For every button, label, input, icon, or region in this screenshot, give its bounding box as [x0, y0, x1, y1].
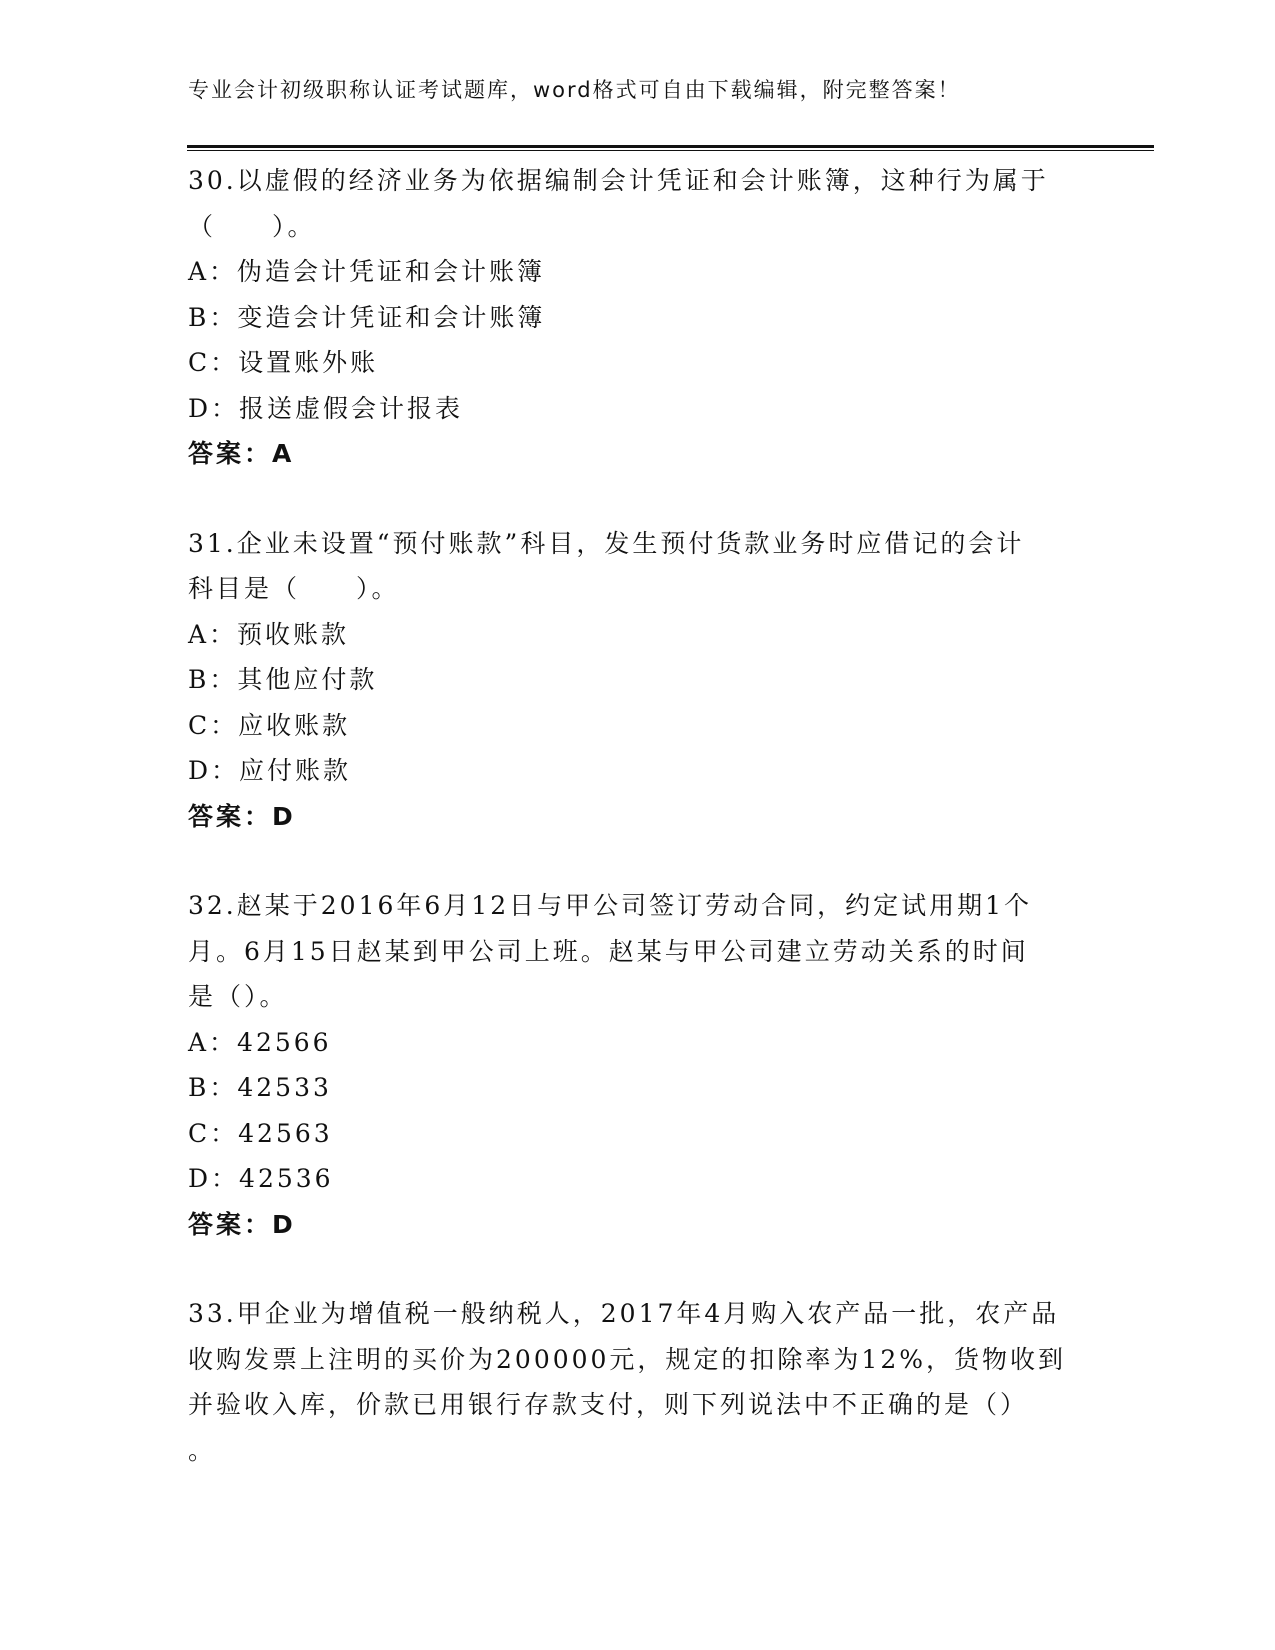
question-stem-line: 并验收入库，价款已用银行存款支付，则下列说法中不正确的是（） — [188, 1390, 1029, 1419]
question-stem-line: 科目是（ ）。 — [188, 574, 400, 603]
question-stem-line: 。 — [188, 1435, 217, 1465]
option-c: C：设置账外账 — [188, 348, 379, 377]
question-stem-line: （ ）。 — [188, 211, 316, 241]
question-gap — [188, 839, 1088, 883]
option-a: A：预收账款 — [188, 619, 350, 649]
question-33 — [188, 1291, 1088, 1473]
question-30 — [188, 158, 1088, 477]
answer-line: 答案：D — [188, 801, 296, 831]
question-stem-line: 32.赵某于2016年6月12日与甲公司签订劳动合同，约定试用期1个 — [188, 891, 1033, 920]
question-stem-line: 收购发票上注明的买价为200000元，规定的扣除率为12%，货物收到 — [188, 1344, 1067, 1374]
question-list — [188, 158, 1088, 1473]
option-b: B：42533 — [188, 1073, 332, 1102]
question-stem-line: 33.甲企业为增值税一般纳税人，2017年4月购入农产品一批，农产品 — [188, 1299, 1060, 1328]
question-gap — [188, 1247, 1088, 1291]
answer-line: 答案：D — [188, 1209, 296, 1239]
option-d: D：42536 — [188, 1164, 334, 1193]
question-stem-line: 是（）。 — [188, 982, 288, 1011]
option-c: C：42563 — [188, 1118, 333, 1148]
option-d: D：报送虚假会计报表 — [188, 393, 464, 423]
option-b: B：变造会计凭证和会计账簿 — [188, 302, 546, 332]
question-stem-line: 月。6月15日赵某到甲公司上班。赵某与甲公司建立劳动关系的时间 — [188, 936, 1029, 966]
page-header: 专业会计初级职称认证考试题库，word格式可自由下载编辑，附完整答案！ — [188, 78, 961, 102]
question-stem-line: 30.以虚假的经济业务为依据编制会计凭证和会计账簿，这种行为属于 — [188, 166, 1049, 195]
question-gap — [188, 477, 1088, 521]
question-stem-line: 31.企业未设置“预付账款”科目，发生预付货款业务时应借记的会计 — [188, 528, 1025, 558]
option-c: C：应收账款 — [188, 710, 351, 740]
option-a: A：伪造会计凭证和会计账簿 — [188, 257, 546, 286]
question-32 — [188, 883, 1088, 1247]
option-d: D：应付账款 — [188, 756, 352, 785]
option-b: B：其他应付款 — [188, 665, 378, 694]
header-rule-thick — [187, 145, 1154, 148]
header-rule-thin — [187, 150, 1154, 151]
question-31 — [188, 521, 1088, 840]
option-a: A：42566 — [188, 1027, 332, 1057]
answer-line: 答案：A — [188, 439, 295, 468]
